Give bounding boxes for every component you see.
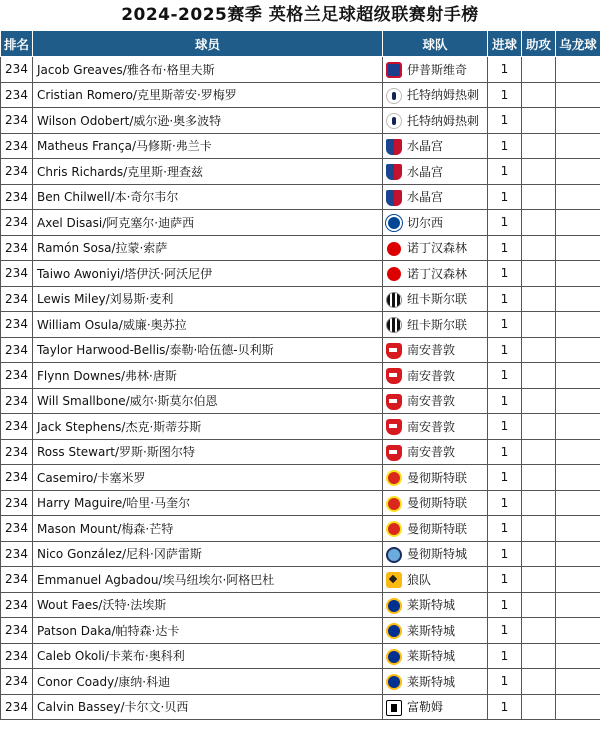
club-badge-icon <box>386 164 402 180</box>
own-goals-cell <box>556 388 600 414</box>
player-cell: Matheus França/马修斯·弗兰卡 <box>33 133 383 159</box>
goals-cell: 1 <box>488 82 522 108</box>
goals-cell: 1 <box>488 643 522 669</box>
assists-cell <box>522 388 556 414</box>
team-name: 南安普敦 <box>407 445 456 459</box>
goals-cell: 1 <box>488 184 522 210</box>
rank-cell: 234 <box>1 592 33 618</box>
header-goals: 进球 <box>488 31 522 57</box>
team-cell <box>383 337 488 363</box>
team-cell <box>383 643 488 669</box>
goals-cell: 1 <box>488 108 522 134</box>
club-badge-icon <box>386 445 402 461</box>
own-goals-cell <box>556 567 600 593</box>
club-badge-icon <box>386 88 402 104</box>
own-goals-cell <box>556 643 600 669</box>
table-row <box>1 184 600 210</box>
team-cell <box>383 439 488 465</box>
rank-cell: 234 <box>1 388 33 414</box>
team-name: 莱斯特城 <box>407 623 456 638</box>
assists-cell <box>522 210 556 236</box>
assists-cell <box>522 235 556 261</box>
team-cell <box>383 286 488 312</box>
own-goals-cell <box>556 184 600 210</box>
team-cell <box>383 414 488 440</box>
goals-cell: 1 <box>488 592 522 618</box>
player-cell: Cristian Romero/克里斯蒂安·罗梅罗 <box>33 82 383 108</box>
goals-cell: 1 <box>488 414 522 440</box>
own-goals-cell <box>556 516 600 542</box>
team-name: 诺丁汉森林 <box>407 241 468 256</box>
assists-cell <box>522 669 556 695</box>
player-cell: Ross Stewart/罗斯·斯图尔特 <box>33 439 383 465</box>
team-name: 水晶宫 <box>407 164 444 179</box>
rank-cell: 234 <box>1 57 33 83</box>
own-goals-cell <box>556 592 600 618</box>
assists-cell <box>522 592 556 618</box>
club-badge-icon <box>386 343 402 359</box>
assists-cell <box>522 694 556 720</box>
team-cell <box>383 133 488 159</box>
goals-cell: 1 <box>488 618 522 644</box>
goals-cell: 1 <box>488 286 522 312</box>
team-name: 曼彻斯特城 <box>407 547 468 561</box>
page-title: 2024-2025赛季 英格兰足球超级联赛射手榜 <box>121 5 479 25</box>
table-row <box>1 210 600 236</box>
team-name: 莱斯特城 <box>407 649 456 663</box>
table-row <box>1 337 600 363</box>
own-goals-cell <box>556 465 600 491</box>
table-row <box>1 516 600 542</box>
club-badge-icon <box>386 419 402 435</box>
table-row <box>1 567 600 593</box>
own-goals-cell <box>556 669 600 695</box>
header-team: 球队 <box>383 31 488 57</box>
player-cell: Jacob Greaves/雅各布·格里夫斯 <box>33 57 383 83</box>
player-cell: Flynn Downes/弗林·唐斯 <box>33 363 383 389</box>
team-cell <box>383 541 488 567</box>
goals-cell: 1 <box>488 210 522 236</box>
table-row <box>1 592 600 618</box>
club-badge-icon <box>386 674 402 690</box>
team-name: 水晶宫 <box>407 190 444 204</box>
rank-cell: 234 <box>1 618 33 644</box>
team-cell <box>383 261 488 287</box>
goals-cell: 1 <box>488 388 522 414</box>
player-cell: William Osula/威廉·奥苏拉 <box>33 312 383 338</box>
own-goals-cell <box>556 261 600 287</box>
team-cell <box>383 159 488 185</box>
goals-cell: 1 <box>488 159 522 185</box>
team-cell <box>383 388 488 414</box>
goals-cell: 1 <box>488 439 522 465</box>
table-row <box>1 490 600 516</box>
table-row <box>1 694 600 720</box>
team-name: 莱斯特城 <box>407 598 456 612</box>
club-badge-icon <box>386 496 402 512</box>
assists-cell <box>522 57 556 83</box>
rank-cell: 234 <box>1 694 33 720</box>
table-row <box>1 618 600 644</box>
player-cell: Mason Mount/梅森·芒特 <box>33 516 383 542</box>
team-cell <box>383 363 488 389</box>
team-name: 曼彻斯特联 <box>407 470 468 485</box>
team-cell <box>383 592 488 618</box>
team-name: 南安普敦 <box>407 419 456 434</box>
assists-cell <box>522 439 556 465</box>
team-name: 狼队 <box>407 572 432 587</box>
header-own-goals: 乌龙球 <box>556 31 600 57</box>
club-badge-icon <box>387 242 401 256</box>
table-row <box>1 235 600 261</box>
player-cell: Will Smallbone/威尔·斯莫尔伯恩 <box>33 388 383 414</box>
assists-cell <box>522 516 556 542</box>
player-cell: Wout Faes/沃特·法埃斯 <box>33 592 383 618</box>
player-cell: Taylor Harwood-Bellis/泰勒·哈伍德-贝利斯 <box>33 337 383 363</box>
rank-cell: 234 <box>1 541 33 567</box>
goals-cell: 1 <box>488 261 522 287</box>
club-badge-icon <box>386 113 402 129</box>
assists-cell <box>522 643 556 669</box>
own-goals-cell <box>556 439 600 465</box>
own-goals-cell <box>556 541 600 567</box>
table-row <box>1 261 600 287</box>
goals-cell: 1 <box>488 133 522 159</box>
table-row <box>1 439 600 465</box>
team-cell <box>383 235 488 261</box>
assists-cell <box>522 337 556 363</box>
table-row <box>1 465 600 491</box>
player-cell: Wilson Odobert/威尔逊·奥多波特 <box>33 108 383 134</box>
team-name: 曼彻斯特联 <box>407 521 468 536</box>
team-cell <box>383 694 488 720</box>
club-badge-icon <box>386 292 402 308</box>
player-cell: Casemiro/卡塞米罗 <box>33 465 383 491</box>
own-goals-cell <box>556 133 600 159</box>
player-cell: Ramón Sosa/拉蒙·索萨 <box>33 235 383 261</box>
player-cell: Emmanuel Agbadou/埃马纽埃尔·阿格巴杜 <box>33 567 383 593</box>
team-cell <box>383 669 488 695</box>
player-cell: Harry Maguire/哈里·马奎尔 <box>33 490 383 516</box>
assists-cell <box>522 108 556 134</box>
goals-cell: 1 <box>488 567 522 593</box>
rank-cell: 234 <box>1 567 33 593</box>
team-name: 托特纳姆热刺 <box>407 88 480 102</box>
rank-cell: 234 <box>1 133 33 159</box>
rank-cell: 234 <box>1 669 33 695</box>
player-cell: Patson Daka/帕特森·达卡 <box>33 618 383 644</box>
team-name: 纽卡斯尔联 <box>407 292 468 306</box>
own-goals-cell <box>556 363 600 389</box>
team-name: 曼彻斯特联 <box>407 496 468 510</box>
club-badge-icon <box>386 547 402 563</box>
team-name: 南安普敦 <box>407 368 456 383</box>
own-goals-cell <box>556 312 600 338</box>
own-goals-cell <box>556 337 600 363</box>
table-header-row <box>1 31 600 57</box>
team-name: 南安普敦 <box>407 394 456 408</box>
own-goals-cell <box>556 235 600 261</box>
goals-cell: 1 <box>488 541 522 567</box>
goals-cell: 1 <box>488 465 522 491</box>
team-cell <box>383 490 488 516</box>
table-row <box>1 541 600 567</box>
rank-cell: 234 <box>1 286 33 312</box>
player-cell: Chris Richards/克里斯·理查兹 <box>33 159 383 185</box>
team-name: 伊普斯维奇 <box>407 62 468 77</box>
goals-cell: 1 <box>488 57 522 83</box>
own-goals-cell <box>556 694 600 720</box>
header-assists: 助攻 <box>522 31 556 57</box>
team-cell <box>383 184 488 210</box>
player-cell: Axel Disasi/阿克塞尔·迪萨西 <box>33 210 383 236</box>
player-cell: Caleb Okoli/卡莱布·奥科利 <box>33 643 383 669</box>
goals-cell: 1 <box>488 694 522 720</box>
table-row <box>1 133 600 159</box>
rank-cell: 234 <box>1 414 33 440</box>
assists-cell <box>522 363 556 389</box>
assists-cell <box>522 159 556 185</box>
rank-cell: 234 <box>1 363 33 389</box>
table-row <box>1 669 600 695</box>
assists-cell <box>522 312 556 338</box>
club-badge-icon <box>386 598 402 614</box>
assists-cell <box>522 261 556 287</box>
rank-cell: 234 <box>1 261 33 287</box>
assists-cell <box>522 286 556 312</box>
team-cell <box>383 82 488 108</box>
team-name: 切尔西 <box>407 215 444 230</box>
own-goals-cell <box>556 82 600 108</box>
player-cell: Lewis Miley/刘易斯·麦利 <box>33 286 383 312</box>
rank-cell: 234 <box>1 184 33 210</box>
own-goals-cell <box>556 490 600 516</box>
player-cell: Jack Stephens/杰克·斯蒂芬斯 <box>33 414 383 440</box>
club-badge-icon <box>386 62 402 78</box>
table-row <box>1 286 600 312</box>
player-cell: Nico González/尼科·冈萨雷斯 <box>33 541 383 567</box>
club-badge-icon <box>386 368 402 384</box>
table-row <box>1 643 600 669</box>
team-name: 富勒姆 <box>407 700 444 714</box>
team-cell <box>383 618 488 644</box>
team-name: 托特纳姆热刺 <box>407 113 480 128</box>
team-cell <box>383 567 488 593</box>
team-cell <box>383 108 488 134</box>
player-cell: Calvin Bassey/卡尔文·贝西 <box>33 694 383 720</box>
rank-cell: 234 <box>1 643 33 669</box>
club-badge-icon <box>386 623 402 639</box>
club-badge-icon <box>386 470 402 486</box>
assists-cell <box>522 82 556 108</box>
club-badge-icon <box>386 215 402 231</box>
table-row <box>1 312 600 338</box>
header-player: 球员 <box>33 31 383 57</box>
rank-cell: 234 <box>1 337 33 363</box>
club-badge-icon <box>386 572 402 588</box>
assists-cell <box>522 567 556 593</box>
assists-cell <box>522 184 556 210</box>
club-badge-icon <box>386 139 402 155</box>
club-badge-icon <box>386 317 402 333</box>
player-cell: Taiwo Awoniyi/塔伊沃·阿沃尼伊 <box>33 261 383 287</box>
goals-cell: 1 <box>488 312 522 338</box>
table-row <box>1 82 600 108</box>
rank-cell: 234 <box>1 490 33 516</box>
assists-cell <box>522 490 556 516</box>
goals-cell: 1 <box>488 669 522 695</box>
table-row <box>1 108 600 134</box>
club-badge-icon <box>386 649 402 665</box>
header-rank: 排名 <box>1 31 33 57</box>
table-row <box>1 363 600 389</box>
team-name: 诺丁汉森林 <box>407 266 468 281</box>
club-badge-icon <box>386 394 402 410</box>
team-name: 南安普敦 <box>407 343 456 357</box>
assists-cell <box>522 133 556 159</box>
assists-cell <box>522 618 556 644</box>
rank-cell: 234 <box>1 108 33 134</box>
own-goals-cell <box>556 414 600 440</box>
own-goals-cell <box>556 57 600 83</box>
club-badge-icon <box>387 267 401 281</box>
team-cell <box>383 57 488 83</box>
goals-cell: 1 <box>488 337 522 363</box>
own-goals-cell <box>556 159 600 185</box>
scorers-table <box>0 30 600 720</box>
rank-cell: 234 <box>1 312 33 338</box>
player-cell: Ben Chilwell/本·奇尔韦尔 <box>33 184 383 210</box>
rank-cell: 234 <box>1 516 33 542</box>
club-badge-icon <box>386 521 402 537</box>
table-row <box>1 57 600 83</box>
club-badge-icon <box>386 190 402 206</box>
rank-cell: 234 <box>1 210 33 236</box>
goals-cell: 1 <box>488 516 522 542</box>
rank-cell: 234 <box>1 465 33 491</box>
team-cell <box>383 210 488 236</box>
rank-cell: 234 <box>1 159 33 185</box>
assists-cell <box>522 414 556 440</box>
team-cell <box>383 465 488 491</box>
own-goals-cell <box>556 210 600 236</box>
table-body <box>1 57 600 720</box>
team-cell <box>383 516 488 542</box>
table-row <box>1 159 600 185</box>
own-goals-cell <box>556 618 600 644</box>
team-name: 水晶宫 <box>407 139 444 153</box>
team-name: 莱斯特城 <box>407 674 456 689</box>
table-row <box>1 388 600 414</box>
assists-cell <box>522 541 556 567</box>
rank-cell: 234 <box>1 439 33 465</box>
team-cell <box>383 312 488 338</box>
rank-cell: 234 <box>1 82 33 108</box>
club-badge-icon <box>386 700 402 716</box>
own-goals-cell <box>556 286 600 312</box>
assists-cell <box>522 465 556 491</box>
rank-cell: 234 <box>1 235 33 261</box>
goals-cell: 1 <box>488 363 522 389</box>
table-row <box>1 414 600 440</box>
goals-cell: 1 <box>488 490 522 516</box>
goals-cell: 1 <box>488 235 522 261</box>
own-goals-cell <box>556 108 600 134</box>
team-name: 纽卡斯尔联 <box>407 317 468 332</box>
player-cell: Conor Coady/康纳·科迪 <box>33 669 383 695</box>
